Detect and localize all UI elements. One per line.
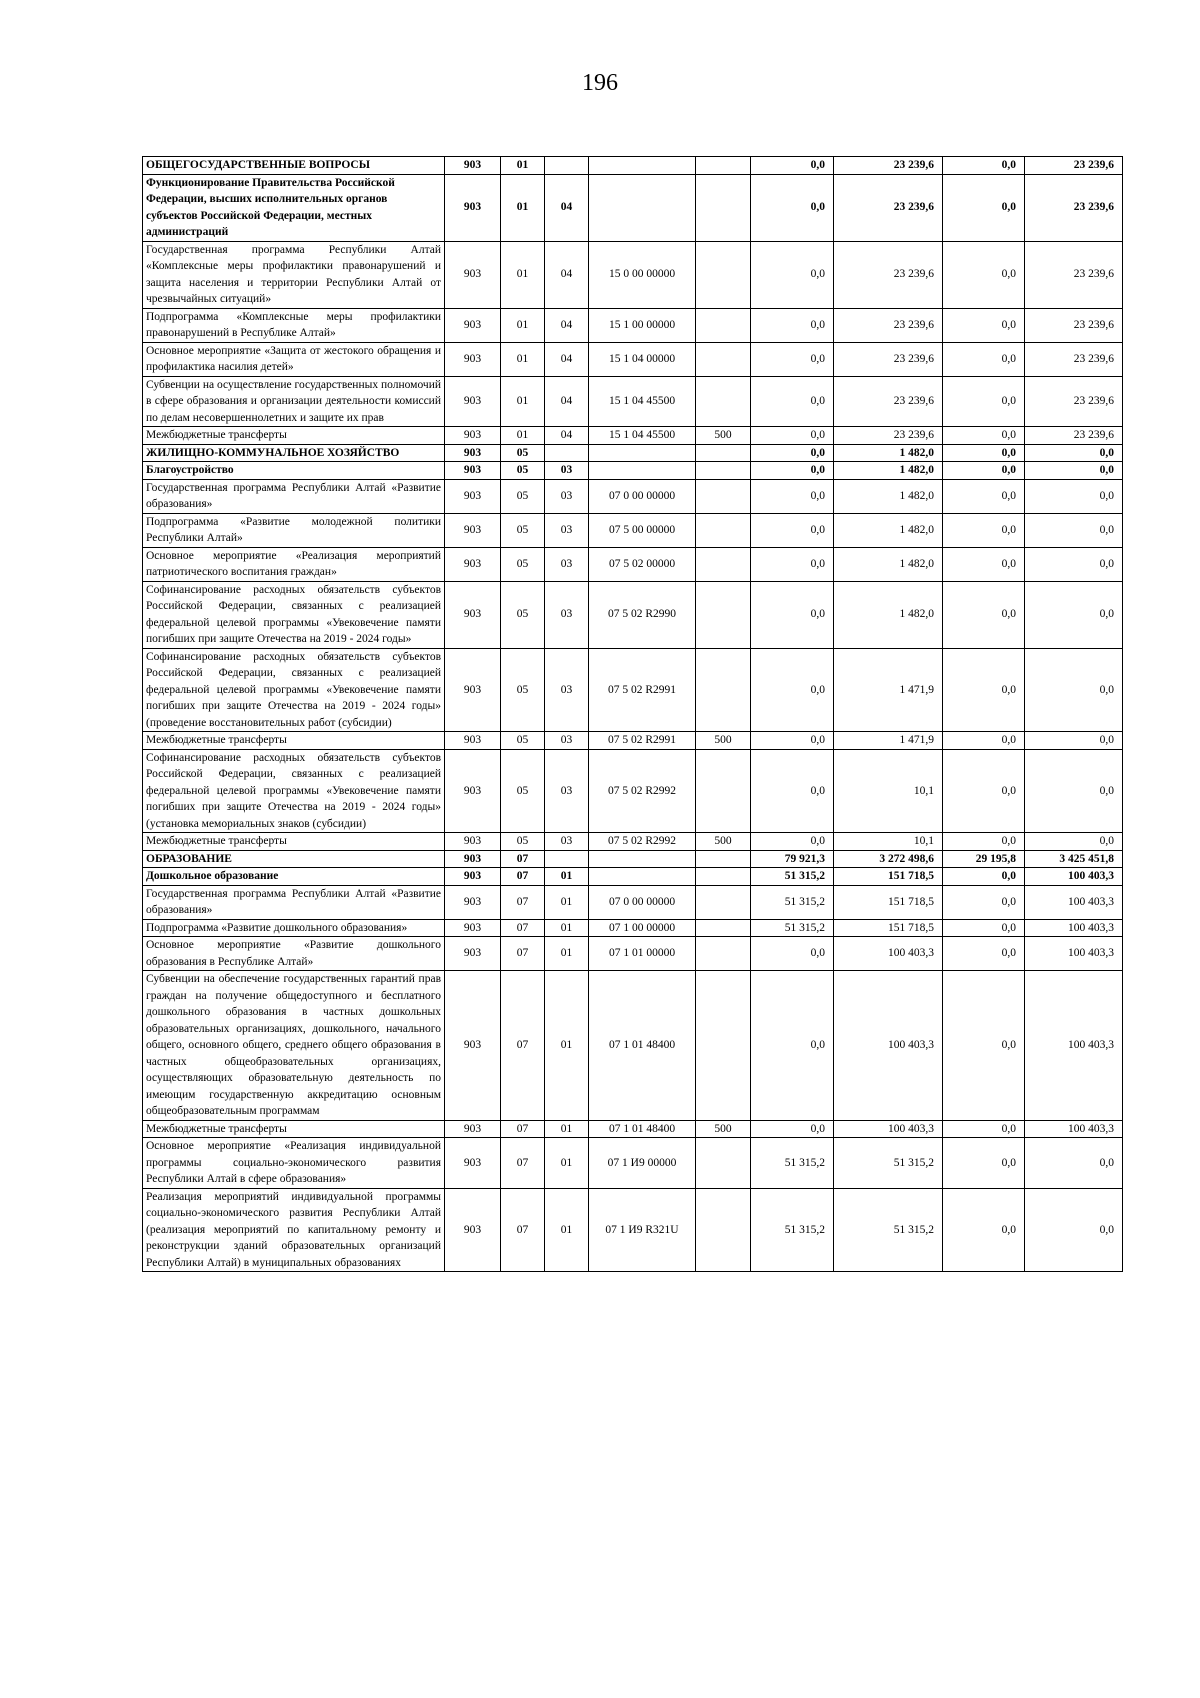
- row-value-3-cell: 0,0: [943, 547, 1025, 581]
- row-section-cell: 05: [501, 749, 545, 833]
- table-row: [143, 547, 1123, 581]
- row-value-4-cell: 100 403,3: [1025, 1120, 1123, 1138]
- row-value-4-cell: 0,0: [1025, 581, 1123, 648]
- row-value-2-cell: 1 482,0: [834, 479, 943, 513]
- row-subsection-cell: 01: [545, 1138, 589, 1189]
- row-expense-type-cell: 500: [696, 732, 751, 750]
- row-admin-code-cell: 903: [445, 732, 501, 750]
- row-value-4-cell: 23 239,6: [1025, 308, 1123, 342]
- row-value-3-cell: 29 195,8: [943, 850, 1025, 868]
- row-value-2-cell: 51 315,2: [834, 1138, 943, 1189]
- row-value-1-cell: 51 315,2: [751, 919, 834, 937]
- row-section-cell: 05: [501, 648, 545, 732]
- table-row: [143, 971, 1123, 1121]
- row-value-2-cell: 151 718,5: [834, 919, 943, 937]
- row-section-cell: 01: [501, 342, 545, 376]
- row-subsection-cell: 04: [545, 241, 589, 308]
- row-section-cell: 05: [501, 581, 545, 648]
- row-admin-code-cell: 903: [445, 241, 501, 308]
- row-value-2-cell: 151 718,5: [834, 868, 943, 886]
- row-value-3-cell: 0,0: [943, 1188, 1025, 1272]
- row-value-4-cell: 100 403,3: [1025, 919, 1123, 937]
- table-row: [143, 427, 1123, 445]
- row-admin-code-cell: 903: [445, 937, 501, 971]
- row-target-article-cell: 07 1 И9 R321U: [589, 1188, 696, 1272]
- table-row: [143, 937, 1123, 971]
- table-row: [143, 308, 1123, 342]
- table-row: [143, 850, 1123, 868]
- row-value-3-cell: 0,0: [943, 462, 1025, 480]
- row-value-3-cell: 0,0: [943, 1138, 1025, 1189]
- row-value-2-cell: 23 239,6: [834, 427, 943, 445]
- row-value-1-cell: 0,0: [751, 241, 834, 308]
- row-name-cell: Государственная программа Республики Алтай «Развитие образования»: [143, 885, 445, 919]
- row-name-cell: Основное мероприятие «Реализация индивидуальной программы социально-экономического развития Республики Алтай в сфере образования»: [143, 1138, 445, 1189]
- row-value-3-cell: 0,0: [943, 833, 1025, 851]
- row-subsection-cell: 01: [545, 868, 589, 886]
- row-expense-type-cell: [696, 547, 751, 581]
- row-value-2-cell: 10,1: [834, 833, 943, 851]
- row-section-cell: 05: [501, 833, 545, 851]
- row-section-cell: 07: [501, 868, 545, 886]
- row-subsection-cell: [545, 850, 589, 868]
- row-value-1-cell: 0,0: [751, 342, 834, 376]
- row-value-1-cell: 51 315,2: [751, 1188, 834, 1272]
- row-value-3-cell: 0,0: [943, 308, 1025, 342]
- row-target-article-cell: [589, 174, 696, 241]
- row-value-1-cell: 0,0: [751, 376, 834, 427]
- row-value-2-cell: 1 482,0: [834, 444, 943, 462]
- row-value-3-cell: 0,0: [943, 513, 1025, 547]
- row-value-4-cell: 23 239,6: [1025, 342, 1123, 376]
- row-subsection-cell: 01: [545, 937, 589, 971]
- table-row: [143, 749, 1123, 833]
- row-admin-code-cell: 903: [445, 1138, 501, 1189]
- row-subsection-cell: 04: [545, 427, 589, 445]
- row-expense-type-cell: [696, 462, 751, 480]
- row-subsection-cell: 03: [545, 513, 589, 547]
- row-subsection-cell: 03: [545, 648, 589, 732]
- row-target-article-cell: [589, 462, 696, 480]
- row-name-cell: Благоустройство: [143, 462, 445, 480]
- row-value-1-cell: 0,0: [751, 513, 834, 547]
- row-value-2-cell: 23 239,6: [834, 342, 943, 376]
- row-expense-type-cell: [696, 919, 751, 937]
- row-section-cell: 05: [501, 444, 545, 462]
- row-target-article-cell: 07 5 00 00000: [589, 513, 696, 547]
- row-value-2-cell: 3 272 498,6: [834, 850, 943, 868]
- table-row: [143, 833, 1123, 851]
- row-subsection-cell: 03: [545, 581, 589, 648]
- row-target-article-cell: 15 1 04 00000: [589, 342, 696, 376]
- row-subsection-cell: 04: [545, 342, 589, 376]
- row-value-2-cell: 1 471,9: [834, 648, 943, 732]
- row-value-2-cell: 10,1: [834, 749, 943, 833]
- row-section-cell: 07: [501, 1188, 545, 1272]
- row-value-1-cell: 0,0: [751, 308, 834, 342]
- row-admin-code-cell: 903: [445, 342, 501, 376]
- row-admin-code-cell: 903: [445, 547, 501, 581]
- row-expense-type-cell: [696, 1138, 751, 1189]
- row-value-1-cell: 0,0: [751, 937, 834, 971]
- row-subsection-cell: 01: [545, 1188, 589, 1272]
- row-value-1-cell: 51 315,2: [751, 1138, 834, 1189]
- row-admin-code-cell: 903: [445, 157, 501, 175]
- row-admin-code-cell: 903: [445, 376, 501, 427]
- row-admin-code-cell: 903: [445, 581, 501, 648]
- row-name-cell: Подпрограмма «Развитие дошкольного образования»: [143, 919, 445, 937]
- row-value-4-cell: 0,0: [1025, 732, 1123, 750]
- row-value-1-cell: 0,0: [751, 648, 834, 732]
- row-name-cell: Межбюджетные трансферты: [143, 427, 445, 445]
- row-value-4-cell: 0,0: [1025, 444, 1123, 462]
- row-subsection-cell: 01: [545, 885, 589, 919]
- row-name-cell: ОБЩЕГОСУДАРСТВЕННЫЕ ВОПРОСЫ: [143, 157, 445, 175]
- table-row: [143, 648, 1123, 732]
- row-value-4-cell: 0,0: [1025, 749, 1123, 833]
- row-admin-code-cell: 903: [445, 868, 501, 886]
- row-admin-code-cell: 903: [445, 479, 501, 513]
- row-value-2-cell: 23 239,6: [834, 376, 943, 427]
- row-expense-type-cell: [696, 868, 751, 886]
- row-value-1-cell: 0,0: [751, 479, 834, 513]
- row-target-article-cell: 07 1 01 00000: [589, 937, 696, 971]
- table-row: [143, 732, 1123, 750]
- row-expense-type-cell: 500: [696, 1120, 751, 1138]
- row-value-4-cell: 100 403,3: [1025, 868, 1123, 886]
- row-section-cell: 05: [501, 479, 545, 513]
- row-expense-type-cell: [696, 749, 751, 833]
- row-expense-type-cell: [696, 850, 751, 868]
- row-name-cell: Межбюджетные трансферты: [143, 833, 445, 851]
- row-target-article-cell: [589, 444, 696, 462]
- row-name-cell: Софинансирование расходных обязательств субъектов Российской Федерации, связанных с реализацией федеральной целевой программы «Увековечение памяти погибших при защите Отечества на 2019 - 2024 годы» (установка мемориальных знаков (субсидии): [143, 749, 445, 833]
- row-target-article-cell: [589, 868, 696, 886]
- row-subsection-cell: 03: [545, 749, 589, 833]
- row-target-article-cell: 07 5 02 R2992: [589, 833, 696, 851]
- row-value-3-cell: 0,0: [943, 732, 1025, 750]
- row-value-4-cell: 0,0: [1025, 648, 1123, 732]
- row-admin-code-cell: 903: [445, 749, 501, 833]
- row-value-4-cell: 100 403,3: [1025, 937, 1123, 971]
- table-row: [143, 885, 1123, 919]
- row-section-cell: 01: [501, 174, 545, 241]
- row-admin-code-cell: 903: [445, 885, 501, 919]
- table-row: [143, 479, 1123, 513]
- table-row: [143, 868, 1123, 886]
- row-value-1-cell: 0,0: [751, 749, 834, 833]
- row-section-cell: 05: [501, 513, 545, 547]
- row-expense-type-cell: [696, 342, 751, 376]
- row-section-cell: 07: [501, 971, 545, 1121]
- row-subsection-cell: 04: [545, 174, 589, 241]
- row-section-cell: 07: [501, 1138, 545, 1189]
- row-value-3-cell: 0,0: [943, 444, 1025, 462]
- row-section-cell: 01: [501, 376, 545, 427]
- row-value-2-cell: 1 482,0: [834, 513, 943, 547]
- row-expense-type-cell: [696, 241, 751, 308]
- row-admin-code-cell: 903: [445, 919, 501, 937]
- row-value-3-cell: 0,0: [943, 157, 1025, 175]
- row-value-1-cell: 79 921,3: [751, 850, 834, 868]
- row-admin-code-cell: 903: [445, 462, 501, 480]
- row-value-1-cell: 0,0: [751, 427, 834, 445]
- row-expense-type-cell: [696, 513, 751, 547]
- table-row: [143, 444, 1123, 462]
- row-value-4-cell: 100 403,3: [1025, 885, 1123, 919]
- row-admin-code-cell: 903: [445, 1120, 501, 1138]
- row-subsection-cell: 01: [545, 919, 589, 937]
- row-target-article-cell: 07 1 01 48400: [589, 971, 696, 1121]
- table-row: [143, 376, 1123, 427]
- row-expense-type-cell: [696, 1188, 751, 1272]
- row-expense-type-cell: [696, 174, 751, 241]
- row-target-article-cell: 07 1 01 48400: [589, 1120, 696, 1138]
- row-value-3-cell: 0,0: [943, 971, 1025, 1121]
- row-value-2-cell: 151 718,5: [834, 885, 943, 919]
- row-admin-code-cell: 903: [445, 174, 501, 241]
- row-name-cell: Дошкольное образование: [143, 868, 445, 886]
- row-name-cell: Основное мероприятие «Развитие дошкольного образования в Республике Алтай»: [143, 937, 445, 971]
- row-name-cell: Основное мероприятие «Реализация мероприятий патриотического воспитания граждан»: [143, 547, 445, 581]
- table-row: [143, 342, 1123, 376]
- row-expense-type-cell: [696, 648, 751, 732]
- table-row: [143, 462, 1123, 480]
- row-value-3-cell: 0,0: [943, 241, 1025, 308]
- row-value-2-cell: 23 239,6: [834, 241, 943, 308]
- row-expense-type-cell: [696, 157, 751, 175]
- row-value-3-cell: 0,0: [943, 479, 1025, 513]
- row-subsection-cell: 01: [545, 971, 589, 1121]
- row-expense-type-cell: [696, 444, 751, 462]
- row-name-cell: Основное мероприятие «Защита от жестокого обращения и профилактика насилия детей»: [143, 342, 445, 376]
- row-value-4-cell: 23 239,6: [1025, 241, 1123, 308]
- row-section-cell: 01: [501, 241, 545, 308]
- row-value-4-cell: 0,0: [1025, 1188, 1123, 1272]
- row-value-3-cell: 0,0: [943, 937, 1025, 971]
- row-admin-code-cell: 903: [445, 1188, 501, 1272]
- row-expense-type-cell: [696, 308, 751, 342]
- row-target-article-cell: 07 5 02 R2991: [589, 732, 696, 750]
- row-admin-code-cell: 903: [445, 833, 501, 851]
- table-row: [143, 1120, 1123, 1138]
- row-expense-type-cell: [696, 937, 751, 971]
- row-value-1-cell: 0,0: [751, 157, 834, 175]
- row-admin-code-cell: 903: [445, 308, 501, 342]
- row-target-article-cell: 07 5 02 R2992: [589, 749, 696, 833]
- row-section-cell: 01: [501, 157, 545, 175]
- budget-table: [142, 156, 1123, 1272]
- row-expense-type-cell: [696, 581, 751, 648]
- row-admin-code-cell: 903: [445, 850, 501, 868]
- row-target-article-cell: 07 1 00 00000: [589, 919, 696, 937]
- table-row: [143, 919, 1123, 937]
- row-value-3-cell: 0,0: [943, 919, 1025, 937]
- row-value-4-cell: 3 425 451,8: [1025, 850, 1123, 868]
- row-value-2-cell: 1 471,9: [834, 732, 943, 750]
- row-value-3-cell: 0,0: [943, 648, 1025, 732]
- row-target-article-cell: 07 0 00 00000: [589, 885, 696, 919]
- row-value-4-cell: 23 239,6: [1025, 376, 1123, 427]
- row-target-article-cell: [589, 850, 696, 868]
- row-subsection-cell: 04: [545, 308, 589, 342]
- row-name-cell: Реализация мероприятий индивидуальной программы социально-экономического развития Республики Алтай (реализация мероприятий по капитальному ремонту и реконструкции зданий образовательных организаций Республики Алтай) в муниципальных образованиях: [143, 1188, 445, 1272]
- row-section-cell: 07: [501, 850, 545, 868]
- row-name-cell: Софинансирование расходных обязательств субъектов Российской Федерации, связанных с реализацией федеральной целевой программы «Увековечение памяти погибших при защите Отечества на 2019 - 2024 годы» (проведение восстановительных работ (субсидии): [143, 648, 445, 732]
- row-value-1-cell: 0,0: [751, 547, 834, 581]
- row-value-1-cell: 0,0: [751, 971, 834, 1121]
- row-value-4-cell: 23 239,6: [1025, 174, 1123, 241]
- row-value-2-cell: 100 403,3: [834, 937, 943, 971]
- row-value-3-cell: 0,0: [943, 342, 1025, 376]
- page-number: 196: [582, 70, 618, 96]
- row-subsection-cell: 03: [545, 462, 589, 480]
- row-admin-code-cell: 903: [445, 648, 501, 732]
- row-target-article-cell: 07 5 02 R2990: [589, 581, 696, 648]
- row-value-1-cell: 0,0: [751, 1120, 834, 1138]
- row-expense-type-cell: 500: [696, 427, 751, 445]
- row-section-cell: 07: [501, 919, 545, 937]
- row-value-2-cell: 1 482,0: [834, 581, 943, 648]
- row-value-3-cell: 0,0: [943, 885, 1025, 919]
- row-value-2-cell: 1 482,0: [834, 462, 943, 480]
- row-admin-code-cell: 903: [445, 444, 501, 462]
- table-row: [143, 157, 1123, 175]
- budget-table-body: [143, 157, 1123, 1272]
- row-section-cell: 05: [501, 547, 545, 581]
- row-admin-code-cell: 903: [445, 427, 501, 445]
- row-value-1-cell: 0,0: [751, 581, 834, 648]
- row-target-article-cell: 15 1 00 00000: [589, 308, 696, 342]
- row-value-2-cell: 100 403,3: [834, 971, 943, 1121]
- row-name-cell: Субвенции на осуществление государственных полномочий в сфере образования и организации деятельности комиссий по делам несовершеннолетних и защите их прав: [143, 376, 445, 427]
- table-row: [143, 241, 1123, 308]
- row-value-4-cell: 0,0: [1025, 479, 1123, 513]
- table-row: [143, 1188, 1123, 1272]
- row-name-cell: Подпрограмма «Комплексные меры профилактики правонарушений в Республике Алтай»: [143, 308, 445, 342]
- row-value-1-cell: 0,0: [751, 732, 834, 750]
- row-name-cell: Субвенции на обеспечение государственных гарантий прав граждан на получение общедоступного и бесплатного дошкольного образования в частных дошкольных образовательных организациях, дошкольного, начального общего, основного общего, среднего общего образования в частных общеобразовательных организациях, осуществляющих образовательную деятельность по имеющим государственную аккредитацию основным общеобразовательным программам: [143, 971, 445, 1121]
- row-value-4-cell: 23 239,6: [1025, 157, 1123, 175]
- row-value-3-cell: 0,0: [943, 376, 1025, 427]
- row-target-article-cell: 15 0 00 00000: [589, 241, 696, 308]
- row-section-cell: 07: [501, 937, 545, 971]
- row-value-3-cell: 0,0: [943, 749, 1025, 833]
- row-name-cell: Межбюджетные трансферты: [143, 1120, 445, 1138]
- row-value-3-cell: 0,0: [943, 868, 1025, 886]
- row-subsection-cell: 01: [545, 1120, 589, 1138]
- row-subsection-cell: 03: [545, 833, 589, 851]
- row-value-4-cell: 0,0: [1025, 1138, 1123, 1189]
- row-value-2-cell: 23 239,6: [834, 308, 943, 342]
- row-value-4-cell: 23 239,6: [1025, 427, 1123, 445]
- row-target-article-cell: 15 1 04 45500: [589, 376, 696, 427]
- row-expense-type-cell: [696, 885, 751, 919]
- row-value-1-cell: 0,0: [751, 462, 834, 480]
- row-value-2-cell: 100 403,3: [834, 1120, 943, 1138]
- row-section-cell: 05: [501, 462, 545, 480]
- row-value-4-cell: 0,0: [1025, 513, 1123, 547]
- row-name-cell: Государственная программа Республики Алтай «Развитие образования»: [143, 479, 445, 513]
- row-target-article-cell: 07 1 И9 00000: [589, 1138, 696, 1189]
- row-section-cell: 05: [501, 732, 545, 750]
- row-value-2-cell: 51 315,2: [834, 1188, 943, 1272]
- row-target-article-cell: 07 0 00 00000: [589, 479, 696, 513]
- row-value-4-cell: 0,0: [1025, 547, 1123, 581]
- row-value-3-cell: 0,0: [943, 581, 1025, 648]
- row-target-article-cell: [589, 157, 696, 175]
- row-subsection-cell: 03: [545, 547, 589, 581]
- row-value-4-cell: 0,0: [1025, 462, 1123, 480]
- row-name-cell: Подпрограмма «Развитие молодежной политики Республики Алтай»: [143, 513, 445, 547]
- row-value-1-cell: 0,0: [751, 174, 834, 241]
- row-name-cell: Межбюджетные трансферты: [143, 732, 445, 750]
- row-subsection-cell: 03: [545, 479, 589, 513]
- row-name-cell: Функционирование Правительства Российской Федерации, высших исполнительных органов субъектов Российской Федерации, местных администраций: [143, 174, 445, 241]
- row-expense-type-cell: [696, 376, 751, 427]
- table-row: [143, 174, 1123, 241]
- row-target-article-cell: 07 5 02 R2991: [589, 648, 696, 732]
- row-value-1-cell: 0,0: [751, 444, 834, 462]
- row-target-article-cell: 07 5 02 00000: [589, 547, 696, 581]
- row-value-2-cell: 23 239,6: [834, 174, 943, 241]
- row-subsection-cell: 04: [545, 376, 589, 427]
- row-value-2-cell: 23 239,6: [834, 157, 943, 175]
- row-section-cell: 01: [501, 427, 545, 445]
- table-row: [143, 513, 1123, 547]
- row-value-1-cell: 51 315,2: [751, 885, 834, 919]
- row-name-cell: Софинансирование расходных обязательств субъектов Российской Федерации, связанных с реализацией федеральной целевой программы «Увековечение памяти погибших при защите Отечества на 2019 - 2024 годы»: [143, 581, 445, 648]
- table-row: [143, 581, 1123, 648]
- row-value-4-cell: 0,0: [1025, 833, 1123, 851]
- row-section-cell: 01: [501, 308, 545, 342]
- row-value-4-cell: 100 403,3: [1025, 971, 1123, 1121]
- row-value-3-cell: 0,0: [943, 427, 1025, 445]
- row-value-1-cell: 0,0: [751, 833, 834, 851]
- row-subsection-cell: [545, 444, 589, 462]
- row-admin-code-cell: 903: [445, 513, 501, 547]
- row-value-2-cell: 1 482,0: [834, 547, 943, 581]
- row-section-cell: 07: [501, 1120, 545, 1138]
- row-value-3-cell: 0,0: [943, 1120, 1025, 1138]
- row-name-cell: Государственная программа Республики Алтай «Комплексные меры профилактики правонарушений и защита населения и территории Республики Алтай от чрезвычайных ситуаций»: [143, 241, 445, 308]
- table-row: [143, 1138, 1123, 1189]
- row-expense-type-cell: [696, 971, 751, 1121]
- row-value-3-cell: 0,0: [943, 174, 1025, 241]
- row-subsection-cell: [545, 157, 589, 175]
- row-expense-type-cell: [696, 479, 751, 513]
- row-value-1-cell: 51 315,2: [751, 868, 834, 886]
- row-section-cell: 07: [501, 885, 545, 919]
- row-name-cell: ЖИЛИЩНО-КОММУНАЛЬНОЕ ХОЗЯЙСТВО: [143, 444, 445, 462]
- row-admin-code-cell: 903: [445, 971, 501, 1121]
- row-subsection-cell: 03: [545, 732, 589, 750]
- row-target-article-cell: 15 1 04 45500: [589, 427, 696, 445]
- row-name-cell: ОБРАЗОВАНИЕ: [143, 850, 445, 868]
- row-expense-type-cell: 500: [696, 833, 751, 851]
